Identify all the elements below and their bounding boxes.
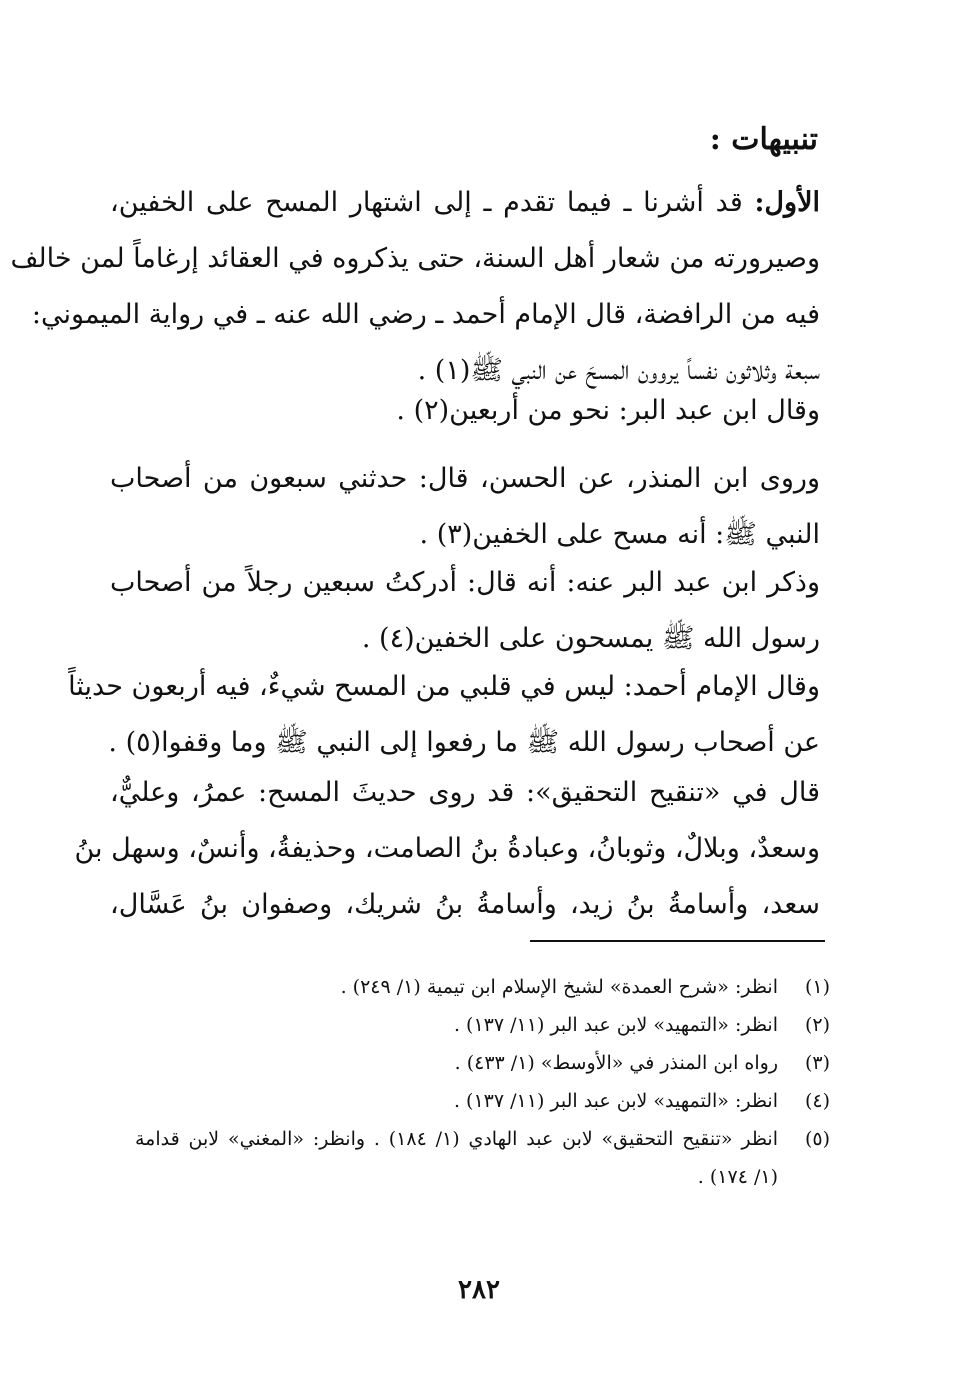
footnote-number: (٣)	[804, 1052, 830, 1074]
text-line: قال في «تنقيح التحقيق»: قد روى حديثَ المسح: عمرُ، وعليٌّ،	[110, 777, 820, 808]
text-line: الأول: قد أشرنا ـ فيما تقدم ـ إلى اشتهار المسح على الخفين،	[110, 187, 820, 218]
footnotes	[135, 968, 830, 1196]
text-line: وسعدٌ، وبلالٌ، وثوبانُ، وعبادةُ بنُ الصامت، وحذيفةُ، وأنسٌ، وسهل بنُ	[74, 833, 820, 864]
footnote-text: انظر: «التمهيد» لابن عبد البر (١١/ ١٣٧) .	[453, 1014, 778, 1036]
text-line: وذكر ابن عبد البر عنه: أنه قال: أدركتُ سبعين رجلاً من أصحاب	[110, 567, 820, 598]
section-heading: تنبيهات :	[709, 122, 818, 157]
paragraph-imam-ahmad	[68, 659, 820, 771]
page-number: ٢٨٢	[458, 1275, 500, 1305]
paragraph-ibn-al-mundhir	[110, 451, 820, 563]
footnote-number: (٢)	[804, 1014, 830, 1036]
text-line: عن أصحاب رسول الله ﷺ ما رفعوا إلى النبي ﷺ وما وقفوا(٥) .	[108, 727, 820, 758]
footnote-number: (٤)	[804, 1090, 830, 1112]
footnote-number: (١)	[804, 976, 830, 998]
paragraph-lead: الأول:	[754, 187, 820, 218]
footnote-divider	[530, 940, 825, 942]
paragraph-tanqih	[74, 765, 820, 933]
footnote-text: انظر: «شرح العمدة» لشيخ الإسلام ابن تيمية (١/ ٢٤٩) .	[340, 976, 778, 998]
footnote	[135, 1082, 830, 1120]
footnote	[135, 1006, 830, 1044]
footnote	[135, 968, 830, 1006]
text-line: وروى ابن المنذر، عن الحسن، قال: حدثني سبعون من أصحاب	[110, 463, 820, 494]
footnote	[135, 1120, 830, 1158]
text-line: وصيرورته من شعار أهل السنة، حتى يذكروه في العقائد إرغاماً لمن خالف	[10, 243, 820, 274]
text-line: وقال ابن عبد البر: نحو من أربعين(٢) .	[396, 395, 820, 426]
text-line: النبي ﷺ: أنه مسح على الخفين(٣) .	[419, 519, 820, 550]
footnote-continuation	[135, 1158, 830, 1196]
paragraph-first-note	[10, 175, 820, 399]
footnote-text: رواه ابن المنذر في «الأوسط» (١/ ٤٣٣) .	[454, 1052, 778, 1074]
paragraph-ibn-abd-al-barr	[110, 383, 820, 439]
text-line: وقال الإمام أحمد: ليس في قلبي من المسح شيءٌ، فيه أربعون حديثاً	[68, 671, 820, 702]
footnote-text: (١/ ١٧٤) .	[697, 1166, 778, 1188]
footnote-number: (٥)	[804, 1128, 830, 1150]
footnote-text: انظر: «التمهيد» لابن عبد البر (١١/ ١٣٧) .	[453, 1090, 778, 1112]
text-line: فيه من الرافضة، قال الإمام أحمد ـ رضي الله عنه ـ في رواية الميموني:	[31, 299, 820, 330]
text-line: سعد، وأسامةُ بنُ زيد، وأسامةُ بنُ شريك، وصفوان بنُ عَسَّال،	[110, 889, 820, 920]
footnote	[135, 1044, 830, 1082]
footnote-text: انظر «تنقيح التحقيق» لابن عبد الهادي (١/ ١٨٤) . وانظر: «المغني» لابن قدامة	[135, 1128, 778, 1150]
text-line: رسول الله ﷺ يمسحون على الخفين(٤) .	[361, 623, 820, 654]
text-line: سبعة وثلاثون نفساً يروون المسحَ عن النبي ﷺ(١) .	[417, 355, 820, 386]
paragraph-seventy-men	[110, 555, 820, 667]
